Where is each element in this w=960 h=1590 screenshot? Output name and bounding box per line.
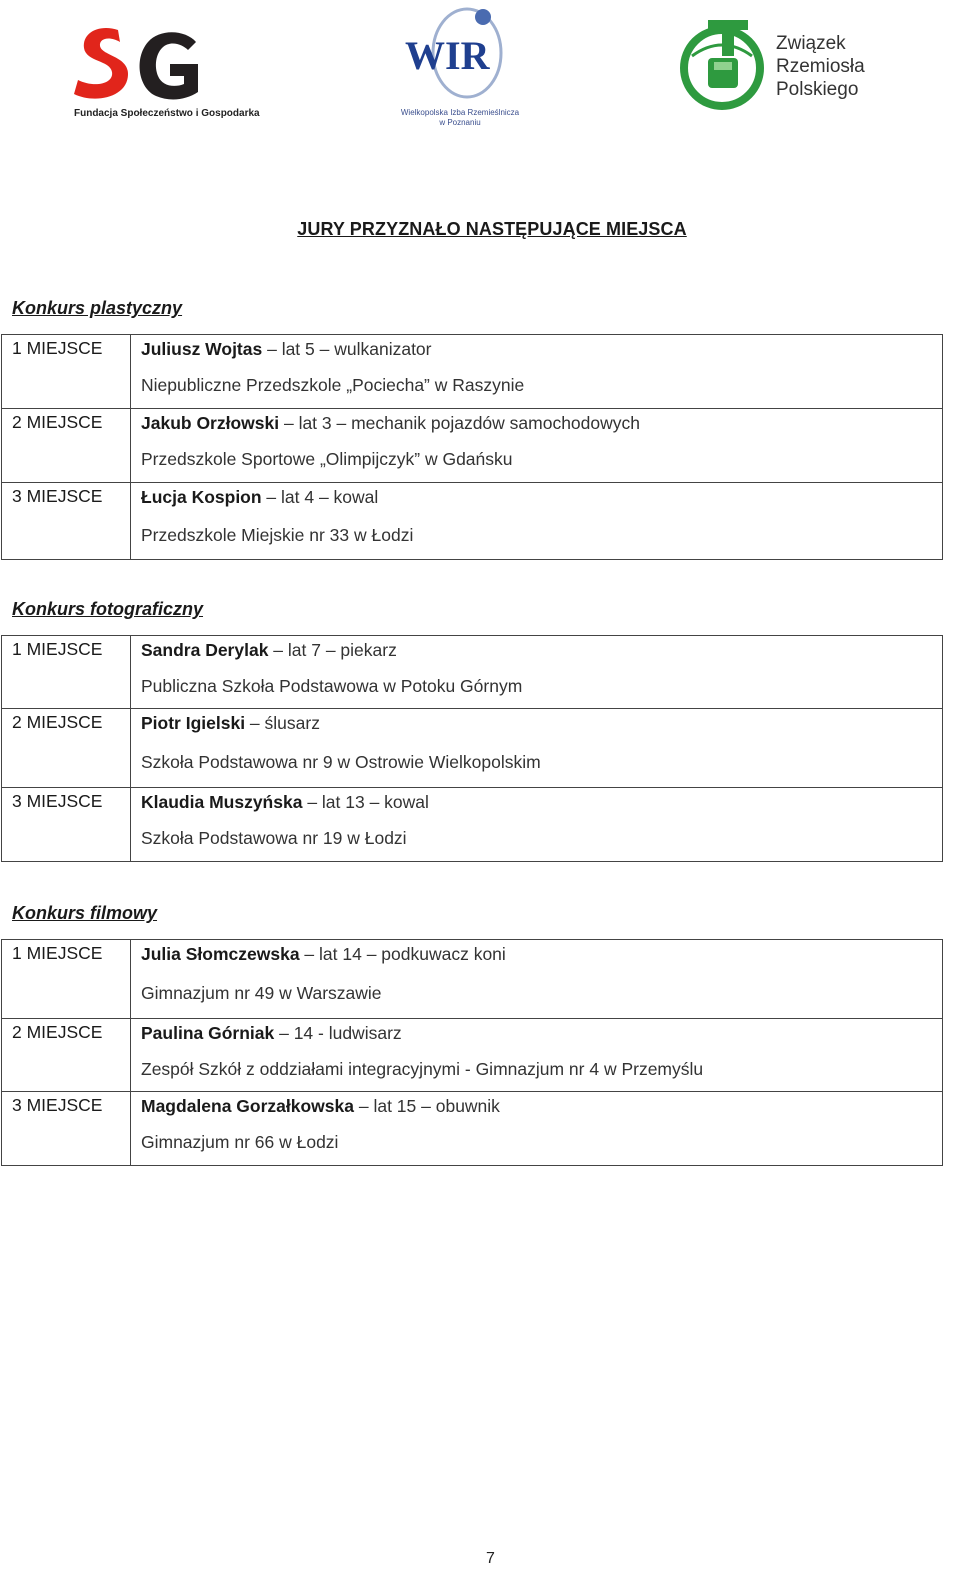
- winner-name: Sandra Derylak: [141, 640, 269, 660]
- entry-info: [131, 636, 943, 709]
- page-title: JURY PRZYZNAŁO NASTĘPUJĄCE MIEJSCA: [297, 219, 687, 239]
- results-table-filmowy: [1, 939, 943, 1166]
- logo-zrp: [678, 16, 898, 116]
- table-row: [2, 1092, 943, 1166]
- zrp-line3: Polskiego: [776, 79, 859, 100]
- place-label: 1 MIEJSCE: [2, 940, 131, 1019]
- table-row: [2, 788, 943, 862]
- table-row: [2, 1019, 943, 1092]
- logo-sg: [70, 18, 260, 128]
- winner-details: – lat 4 – kowal: [261, 487, 379, 507]
- place-label: 2 MIEJSCE: [2, 409, 131, 483]
- section-title-fotograficzny: Konkurs fotograficzny: [12, 599, 204, 619]
- entry-info: [131, 1019, 943, 1092]
- school-name: Przedszkole Sportowe „Olimpijczyk” w Gdańsku: [141, 449, 513, 469]
- school-name: Szkoła Podstawowa nr 9 w Ostrowie Wielkopolskim: [141, 752, 541, 772]
- place-label: 1 MIEJSCE: [2, 636, 131, 709]
- wir-caption: [395, 108, 525, 128]
- winner-name: Jakub Orzłowski: [141, 413, 280, 433]
- section-title-filmowy: Konkurs filmowy: [12, 903, 158, 923]
- winner-name: Julia Słomczewska: [141, 944, 300, 964]
- place-label: 2 MIEJSCE: [2, 709, 131, 788]
- results-table-plastyczny: [1, 334, 943, 560]
- place-label: 2 MIEJSCE: [2, 1019, 131, 1092]
- section-title-plastyczny: Konkurs plastyczny: [12, 298, 183, 318]
- table-row: [2, 483, 943, 560]
- school-name: Gimnazjum nr 49 w Warszawie: [141, 983, 382, 1003]
- winner-name: Piotr Igielski: [141, 713, 246, 733]
- school-name: Zespół Szkół z oddziałami integracyjnymi - Gimnazjum nr 4 w Przemyślu: [141, 1059, 704, 1079]
- table-row: [2, 940, 943, 1019]
- place-label: 3 MIEJSCE: [2, 483, 131, 560]
- zrp-line1: Związek: [776, 33, 846, 54]
- page-number: 7: [486, 1550, 495, 1567]
- winner-details: – lat 3 – mechanik pojazdów samochodowych: [279, 413, 641, 433]
- wir-caption-line1: Wielkopolska Izba Rzemieślnicza: [400, 108, 520, 117]
- school-name: Szkoła Podstawowa nr 19 w Łodzi: [141, 828, 407, 848]
- entry-info: [131, 483, 943, 560]
- zrp-line2: Rzemiosła: [776, 56, 865, 77]
- svg-text:WIR: WIR: [405, 33, 490, 78]
- winner-details: – lat 14 – podkuwacz koni: [299, 944, 506, 964]
- winner-name: Paulina Górniak: [141, 1023, 275, 1043]
- winner-details: – lat 13 – kowal: [302, 792, 429, 812]
- table-row: [2, 335, 943, 409]
- zrp-emblem-icon: [678, 16, 770, 112]
- entry-info: [131, 409, 943, 483]
- winner-details: – lat 15 – obuwnik: [354, 1096, 500, 1116]
- winner-details: – lat 7 – piekarz: [268, 640, 397, 660]
- winner-details: – ślusarz: [245, 713, 320, 733]
- table-row: [2, 636, 943, 709]
- wir-logo-icon: [395, 5, 535, 109]
- sg-logo-icon: [70, 18, 260, 108]
- place-label: 1 MIEJSCE: [2, 335, 131, 409]
- zrp-text: [776, 32, 865, 101]
- wir-caption-line2: w Poznaniu: [439, 118, 481, 127]
- winner-details: – 14 - ludwisarz: [274, 1023, 402, 1043]
- school-name: Przedszkole Miejskie nr 33 w Łodzi: [141, 525, 414, 545]
- winner-name: Łucja Kospion: [141, 487, 262, 507]
- entry-info: [131, 335, 943, 409]
- place-label: 3 MIEJSCE: [2, 1092, 131, 1166]
- table-row: [2, 709, 943, 788]
- winner-name: Klaudia Muszyńska: [141, 792, 303, 812]
- entry-info: [131, 940, 943, 1019]
- entry-info: [131, 788, 943, 862]
- results-table-fotograficzny: [1, 635, 943, 862]
- table-row: [2, 409, 943, 483]
- school-name: Niepubliczne Przedszkole „Pociecha” w Raszynie: [141, 375, 525, 395]
- entry-info: [131, 709, 943, 788]
- place-label: 3 MIEJSCE: [2, 788, 131, 862]
- logo-wir: [395, 5, 535, 135]
- sg-caption: Fundacja Społeczeństwo i Gospodarka: [74, 108, 260, 119]
- winner-name: Juliusz Wojtas: [141, 339, 263, 359]
- winner-details: – lat 5 – wulkanizator: [262, 339, 432, 359]
- school-name: Gimnazjum nr 66 w Łodzi: [141, 1132, 339, 1152]
- school-name: Publiczna Szkoła Podstawowa w Potoku Górnym: [141, 676, 523, 696]
- winner-name: Magdalena Gorzałkowska: [141, 1096, 354, 1116]
- entry-info: [131, 1092, 943, 1166]
